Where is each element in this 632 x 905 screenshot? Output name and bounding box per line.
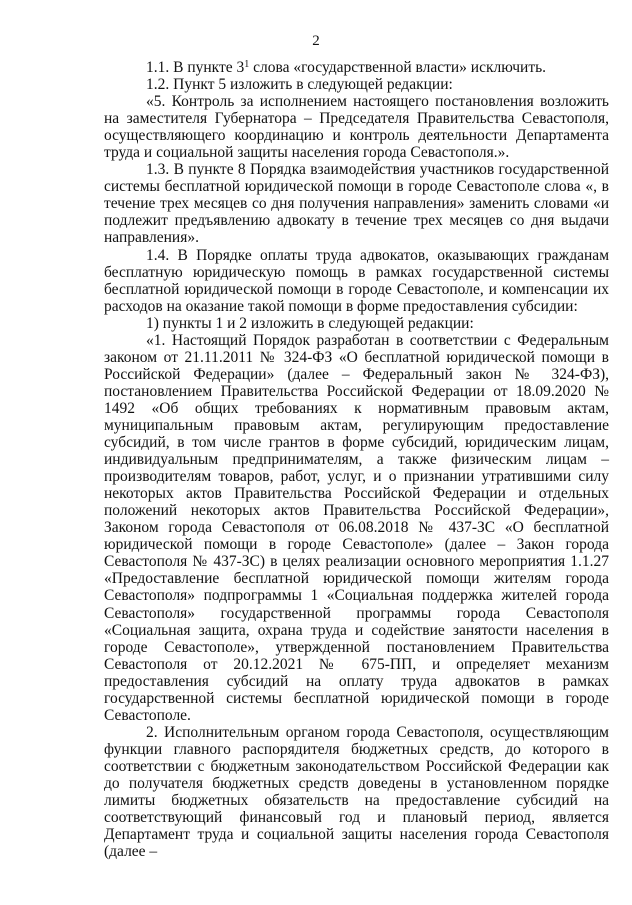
paragraph-1-3: 1.3. В пункте 8 Порядка взаимодействия участников государственной системы бесплатной юридической помощи в городе Севастополе слова «, в течение трех месяцев со дня получения направления» заменить словами «и подлежит предъявлению адвокату в течение трех месяцев со дня выдачи направления». xyxy=(104,161,609,247)
paragraph-1-1-superscript: 1 xyxy=(244,59,250,70)
paragraph-1-1 xyxy=(104,59,609,76)
page-number: 2 xyxy=(312,33,320,49)
paragraph-clause-2: 2. Исполнительным органом города Севастополя, осуществляющим функции главного распорядителя бюджетных средств, до которого в соответствии с бюджетным законодательством Российской Федерации как до получателя бюджетных средств доведены в установленном порядке лимиты бюджетных обязательств на предоставление субсидий на соответствующий финансовый год и плановый период, является Департамент труда и социальной защиты населения города Севастополя (далее – xyxy=(104,723,609,861)
document-body xyxy=(104,59,609,860)
paragraph-1-2: 1.2. Пункт 5 изложить в следующей редакции: xyxy=(146,76,453,94)
paragraph-subitem-1: 1) пункты 1 и 2 изложить в следующей редакции: xyxy=(146,314,474,332)
paragraph-1-1-text-start: 1.1. В пункте 3 xyxy=(146,59,245,76)
paragraph-1-4: 1.4. В Порядке оплаты труда адвокатов, оказывающих гражданам бесплатную юридическую помощь в рамках государственной системы бесплатной юридической помощи в городе Севастополе, и компенсации их расходов на оказание такой помощи в форме предоставления субсидии: xyxy=(104,246,609,315)
paragraph-1-1-text-end: слова «государственной власти» исключить. xyxy=(249,59,547,76)
paragraph-clause-5: «5. Контроль за исполнением настоящего постановления возложить на заместителя Губернатора – Председателя Правительства Севастополя, осуществляющего координацию и контроль деятельности Департамента труда и социальной защиты населения города Севастополя.». xyxy=(104,93,609,162)
paragraph-clause-1: «1. Настоящий Порядок разработан в соответствии с Федеральным законом от 21.11.2011 № 324-ФЗ «О бесплатной юридической помощи в Российской Федерации» (далее – Федеральный закон № 324-ФЗ), постановлением Правительства Российской Федерации от 18.09.2020 № 1492 «Об общих требованиях к нормативным правовым актам, муниципальным правовым актам, регулирующим предоставление субсидий, в том числе грантов в форме субсидий, юридическим лицам, индивидуальным предпринимателям, а также физическим лицам – производителям товаров, работ, услуг, и о признании утратившими силу некоторых актов Правительства Российской Федерации и отдельных положений некоторых актов Правительства Российской Федерации», Законом города Севастополя от 06.08.2018 № 437-ЗС «О бесплатной юридической помощи в городе Севастополе» (далее – Закон города Севастополя № 437-ЗС) в целях реализации основного мероприятия 1.1.27 «Предоставление бесплатной юридической помощи жителям города Севастополя» подпрограммы 1 «Социальная поддержка жителей города Севастополя» государственной программы города Севастополя «Социальная защита, охрана труда и содействие занятости населения в городе Севастополе», утвержденной постановлением Правительства Севастополя от 20.12.2021 № 675-ПП, и определяет механизм предоставления субсидий на оплату труда адвокатов в рамках государственной системы бесплатной юридической помощи в городе Севастополе. xyxy=(104,331,609,724)
